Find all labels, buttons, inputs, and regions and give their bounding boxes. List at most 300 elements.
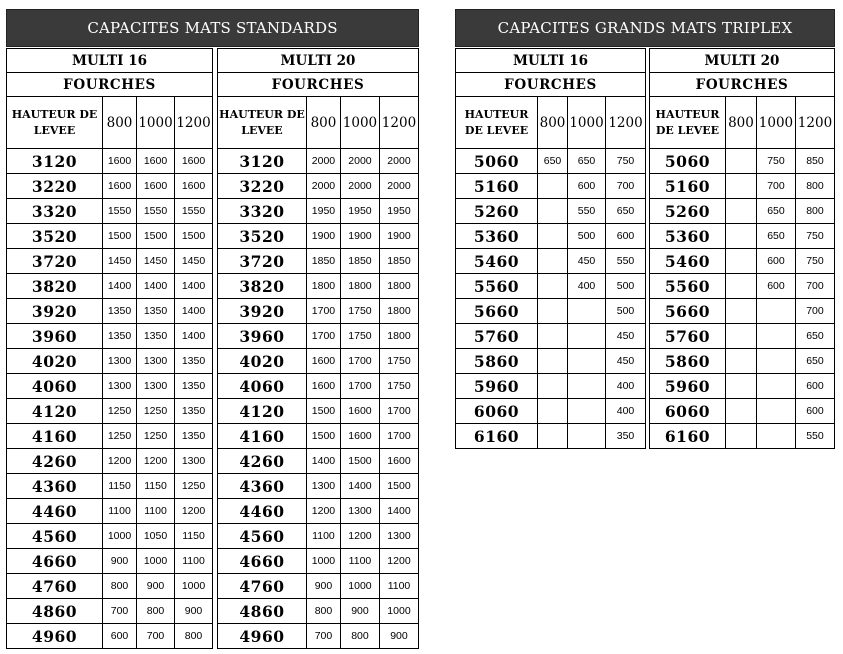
lift-height-cell: 4960	[217, 624, 306, 649]
capacity-cell	[725, 324, 756, 349]
capacity-cell: 1400	[340, 474, 379, 499]
fork-length-header: 800	[538, 97, 568, 149]
capacity-cell: 1600	[306, 374, 340, 399]
forks-label: FOURCHES	[456, 73, 646, 97]
capacity-cell: 2000	[340, 174, 379, 199]
capacity-cell: 400	[606, 399, 646, 424]
capacity-cell: 700	[103, 599, 137, 624]
model-name: MULTI 16	[7, 49, 213, 73]
capacity-cell: 1300	[379, 524, 418, 549]
capacity-cell	[725, 224, 756, 249]
capacity-cell: 1550	[175, 199, 213, 224]
model-name: MULTI 16	[456, 49, 646, 73]
table-row	[7, 549, 213, 574]
lift-height-cell: 4560	[217, 524, 306, 549]
capacity-cell: 1600	[175, 149, 213, 174]
lift-height-cell: 5660	[649, 299, 725, 324]
lift-height-header: HAUTEUR DE LEVEE	[217, 97, 306, 149]
capacity-cell: 550	[568, 199, 606, 224]
capacity-cell	[568, 324, 606, 349]
capacity-cell: 1000	[340, 574, 379, 599]
table-row	[7, 199, 213, 224]
capacity-cell	[756, 324, 795, 349]
table-row	[649, 174, 834, 199]
capacity-cell: 900	[103, 549, 137, 574]
capacity-cell: 1900	[306, 224, 340, 249]
capacity-cell: 1250	[103, 424, 137, 449]
table-row	[649, 199, 834, 224]
capacity-cell: 650	[795, 349, 834, 374]
capacity-cell: 1250	[137, 399, 175, 424]
capacity-cell	[725, 299, 756, 324]
lift-height-cell: 3920	[7, 299, 103, 324]
lift-height-cell: 5560	[649, 274, 725, 299]
table-row	[7, 224, 213, 249]
capacity-cell: 750	[756, 149, 795, 174]
capacity-cell	[725, 399, 756, 424]
table-row	[7, 149, 213, 174]
table-row	[217, 399, 418, 424]
capacity-cell: 1150	[137, 474, 175, 499]
table-row	[217, 574, 418, 599]
capacity-cell: 650	[756, 199, 795, 224]
lift-height-cell: 5860	[456, 349, 538, 374]
table-row	[7, 524, 213, 549]
capacity-cell	[538, 374, 568, 399]
capacity-cell: 1800	[379, 299, 418, 324]
capacity-cell: 1400	[306, 449, 340, 474]
capacity-cell: 1700	[379, 399, 418, 424]
capacity-cell	[568, 399, 606, 424]
capacity-cell: 1750	[379, 349, 418, 374]
table-row	[7, 249, 213, 274]
capacity-cell: 450	[568, 249, 606, 274]
capacity-cell: 1950	[340, 199, 379, 224]
capacity-cell: 1300	[137, 349, 175, 374]
lift-height-cell: 3920	[217, 299, 306, 324]
capacity-cell: 1750	[379, 374, 418, 399]
table-row	[7, 374, 213, 399]
table-row	[217, 549, 418, 574]
table-row	[217, 374, 418, 399]
table-row	[456, 324, 646, 349]
capacity-cell: 1600	[103, 149, 137, 174]
capacity-cell: 1100	[103, 499, 137, 524]
capacity-cell: 1450	[175, 249, 213, 274]
model-name: MULTI 20	[649, 49, 834, 73]
table-row	[7, 174, 213, 199]
lift-height-cell: 5960	[456, 374, 538, 399]
capacity-cell: 650	[756, 224, 795, 249]
capacity-cell	[756, 299, 795, 324]
capacity-cell: 1500	[137, 224, 175, 249]
capacity-cell	[725, 249, 756, 274]
table-row	[456, 174, 646, 199]
table-row	[7, 299, 213, 324]
lift-height-cell: 4060	[217, 374, 306, 399]
capacity-cell: 700	[137, 624, 175, 649]
lift-height-cell: 4660	[7, 549, 103, 574]
lift-height-cell: 4360	[217, 474, 306, 499]
capacity-cell: 900	[137, 574, 175, 599]
capacity-cell: 1400	[175, 324, 213, 349]
table-row	[456, 224, 646, 249]
table-row	[649, 424, 834, 449]
capacity-cell: 700	[795, 299, 834, 324]
capacity-cell: 1300	[340, 499, 379, 524]
lift-height-cell: 5160	[456, 174, 538, 199]
lift-height-cell: 3320	[217, 199, 306, 224]
capacity-cell: 1400	[379, 499, 418, 524]
lift-height-cell: 4560	[7, 524, 103, 549]
lift-height-cell: 4160	[7, 424, 103, 449]
lift-height-cell: 4460	[7, 499, 103, 524]
capacity-cell: 1600	[340, 399, 379, 424]
capacity-cell: 750	[606, 149, 646, 174]
table-row	[456, 349, 646, 374]
capacity-cell: 1550	[103, 199, 137, 224]
capacity-cell: 550	[795, 424, 834, 449]
capacity-cell: 1850	[340, 249, 379, 274]
capacity-cell: 1200	[306, 499, 340, 524]
capacity-cell: 2000	[379, 174, 418, 199]
lift-height-cell: 4260	[7, 449, 103, 474]
capacity-cell: 450	[606, 349, 646, 374]
capacity-cell: 800	[795, 199, 834, 224]
lift-height-cell: 4960	[7, 624, 103, 649]
capacity-cell: 1750	[340, 324, 379, 349]
table-row	[217, 524, 418, 549]
table-row	[649, 324, 834, 349]
capacity-cell: 1350	[137, 299, 175, 324]
capacity-cell: 1350	[137, 324, 175, 349]
capacity-cell	[725, 199, 756, 224]
capacity-cell: 750	[795, 224, 834, 249]
capacity-cell: 1600	[103, 174, 137, 199]
lift-height-header: HAUTEUR DE LEVEE	[649, 97, 725, 149]
capacity-cell: 600	[795, 399, 834, 424]
capacity-cell: 1450	[103, 249, 137, 274]
capacity-cell: 1800	[306, 274, 340, 299]
standard-masts-title: CAPACITES MATS STANDARDS	[6, 9, 419, 47]
capacity-cell: 600	[795, 374, 834, 399]
capacity-cell	[538, 324, 568, 349]
capacity-cell: 1600	[175, 174, 213, 199]
capacity-cell: 700	[795, 274, 834, 299]
table-row	[456, 399, 646, 424]
table-row	[217, 624, 418, 649]
lift-height-cell: 5060	[456, 149, 538, 174]
capacity-cell: 550	[606, 249, 646, 274]
lift-height-cell: 3520	[7, 224, 103, 249]
capacity-cell: 1450	[137, 249, 175, 274]
capacity-cell: 600	[756, 274, 795, 299]
lift-height-cell: 5160	[649, 174, 725, 199]
capacity-cell: 2000	[306, 174, 340, 199]
capacity-cell	[538, 424, 568, 449]
capacity-cell: 800	[795, 174, 834, 199]
fork-length-header: 800	[306, 97, 340, 149]
capacity-cell: 1500	[103, 224, 137, 249]
lift-height-cell: 5360	[649, 224, 725, 249]
table-row	[456, 424, 646, 449]
capacity-cell: 1250	[175, 474, 213, 499]
capacity-cell	[756, 399, 795, 424]
lift-height-cell: 5960	[649, 374, 725, 399]
fork-length-header: 800	[103, 97, 137, 149]
capacity-cell	[538, 199, 568, 224]
forks-label: FOURCHES	[649, 73, 834, 97]
fork-length-header: 1200	[795, 97, 834, 149]
capacity-cell: 650	[606, 199, 646, 224]
capacity-cell: 450	[606, 324, 646, 349]
table-row	[7, 599, 213, 624]
table-row	[7, 349, 213, 374]
capacity-cell: 1850	[379, 249, 418, 274]
lift-height-cell: 5760	[649, 324, 725, 349]
capacity-cell: 600	[103, 624, 137, 649]
lift-height-cell: 4160	[217, 424, 306, 449]
lift-height-cell: 3120	[7, 149, 103, 174]
table-row	[456, 374, 646, 399]
capacity-cell: 1900	[379, 224, 418, 249]
forks-label: FOURCHES	[217, 73, 418, 97]
capacity-cell: 1900	[340, 224, 379, 249]
table-row	[217, 424, 418, 449]
capacity-cell: 1100	[340, 549, 379, 574]
capacity-cell: 700	[306, 624, 340, 649]
capacity-cell: 1000	[103, 524, 137, 549]
capacity-cell: 1100	[379, 574, 418, 599]
capacity-cell: 800	[306, 599, 340, 624]
lift-height-cell: 3120	[217, 149, 306, 174]
capacity-cell: 650	[538, 149, 568, 174]
lift-height-cell: 3720	[217, 249, 306, 274]
capacity-cell: 1300	[103, 349, 137, 374]
capacity-cell	[538, 399, 568, 424]
capacity-cell: 1000	[306, 549, 340, 574]
lift-height-cell: 5860	[649, 349, 725, 374]
capacity-cell: 650	[795, 324, 834, 349]
triplex-masts-title: CAPACITES GRANDS MATS TRIPLEX	[455, 9, 835, 47]
lift-height-cell: 4860	[217, 599, 306, 624]
capacity-cell: 500	[568, 224, 606, 249]
table-row	[7, 474, 213, 499]
capacity-cell: 1100	[175, 549, 213, 574]
lift-height-cell: 3960	[217, 324, 306, 349]
lift-height-cell: 3960	[7, 324, 103, 349]
capacity-cell: 1350	[175, 399, 213, 424]
capacity-cell: 2000	[379, 149, 418, 174]
capacity-cell: 1750	[340, 299, 379, 324]
capacity-cell	[756, 374, 795, 399]
table-row	[649, 224, 834, 249]
capacity-cell: 1200	[340, 524, 379, 549]
multi16-triplex-table	[455, 48, 646, 449]
table-row	[217, 149, 418, 174]
capacity-cell: 1250	[103, 399, 137, 424]
capacity-cell: 1600	[137, 174, 175, 199]
capacity-cell: 1200	[103, 449, 137, 474]
capacity-cell: 1700	[306, 324, 340, 349]
capacity-cell: 1950	[379, 199, 418, 224]
capacity-cell: 1350	[175, 374, 213, 399]
capacity-cell: 800	[175, 624, 213, 649]
lift-height-cell: 3820	[7, 274, 103, 299]
capacity-cell: 1850	[306, 249, 340, 274]
capacity-cell: 1400	[137, 274, 175, 299]
lift-height-cell: 4020	[217, 349, 306, 374]
capacity-cell: 600	[756, 249, 795, 274]
capacity-cell: 1950	[306, 199, 340, 224]
capacity-cell: 1300	[103, 374, 137, 399]
capacity-cell: 1250	[137, 424, 175, 449]
fork-length-header: 1000	[340, 97, 379, 149]
capacity-cell: 1000	[175, 574, 213, 599]
capacity-cell: 850	[795, 149, 834, 174]
capacity-cell: 1000	[379, 599, 418, 624]
lift-height-cell: 4360	[7, 474, 103, 499]
capacity-cell: 2000	[306, 149, 340, 174]
capacity-cell: 1600	[306, 349, 340, 374]
capacity-cell: 1500	[306, 399, 340, 424]
lift-height-cell: 5660	[456, 299, 538, 324]
lift-height-cell: 3220	[217, 174, 306, 199]
capacity-cell	[725, 174, 756, 199]
table-row	[217, 224, 418, 249]
capacity-cell	[568, 349, 606, 374]
lift-height-cell: 4860	[7, 599, 103, 624]
capacity-cell: 1100	[306, 524, 340, 549]
lift-height-cell: 5260	[649, 199, 725, 224]
table-row	[7, 499, 213, 524]
capacity-cell: 1350	[175, 424, 213, 449]
table-row	[7, 274, 213, 299]
table-row	[217, 249, 418, 274]
capacity-cell	[568, 299, 606, 324]
capacity-cell: 600	[606, 224, 646, 249]
table-row	[7, 574, 213, 599]
table-row	[456, 274, 646, 299]
capacity-cell	[725, 374, 756, 399]
capacity-cell: 700	[606, 174, 646, 199]
multi16-standard-table	[6, 48, 213, 649]
capacity-cell: 500	[606, 274, 646, 299]
capacity-cell: 400	[606, 374, 646, 399]
capacity-cell: 1300	[137, 374, 175, 399]
capacity-cell	[725, 349, 756, 374]
capacity-cell: 1300	[306, 474, 340, 499]
table-row	[217, 449, 418, 474]
lift-height-cell: 4120	[217, 399, 306, 424]
table-row	[217, 274, 418, 299]
lift-height-header: HAUTEUR DE LEVEE	[456, 97, 538, 149]
capacity-cell: 700	[756, 174, 795, 199]
table-row	[217, 174, 418, 199]
capacity-cell: 1500	[306, 424, 340, 449]
multi20-triplex-table	[649, 48, 835, 449]
lift-height-cell: 4760	[217, 574, 306, 599]
capacity-cell: 1150	[175, 524, 213, 549]
capacity-cell: 800	[103, 574, 137, 599]
table-row	[7, 424, 213, 449]
capacity-cell: 500	[606, 299, 646, 324]
capacity-cell	[538, 249, 568, 274]
capacity-cell: 1350	[103, 299, 137, 324]
fork-length-header: 1000	[756, 97, 795, 149]
capacity-cell	[568, 424, 606, 449]
lift-height-cell: 5560	[456, 274, 538, 299]
lift-height-header: HAUTEUR DE LEVEE	[7, 97, 103, 149]
capacity-cell: 1700	[306, 299, 340, 324]
lift-height-cell: 3720	[7, 249, 103, 274]
multi20-standard-table	[217, 48, 419, 649]
table-row	[649, 299, 834, 324]
capacity-cell: 900	[306, 574, 340, 599]
fork-length-header: 1200	[606, 97, 646, 149]
capacity-cell	[538, 299, 568, 324]
lift-height-cell: 4660	[217, 549, 306, 574]
lift-height-cell: 6060	[649, 399, 725, 424]
capacity-cell: 1400	[175, 299, 213, 324]
capacity-cell: 1800	[379, 274, 418, 299]
table-row	[7, 399, 213, 424]
lift-height-cell: 4120	[7, 399, 103, 424]
standard-masts-section	[6, 9, 419, 649]
capacity-cell: 1000	[137, 549, 175, 574]
capacity-cell: 1600	[340, 424, 379, 449]
table-row	[649, 399, 834, 424]
forks-label: FOURCHES	[7, 73, 213, 97]
fork-length-header: 1000	[137, 97, 175, 149]
capacity-cell	[538, 274, 568, 299]
table-row	[649, 249, 834, 274]
table-row	[217, 474, 418, 499]
lift-height-cell: 5260	[456, 199, 538, 224]
capacity-cell: 800	[340, 624, 379, 649]
lift-height-cell: 4060	[7, 374, 103, 399]
capacity-cell: 900	[379, 624, 418, 649]
capacity-cell: 1550	[137, 199, 175, 224]
capacity-cell	[538, 349, 568, 374]
capacity-cell: 1100	[137, 499, 175, 524]
capacity-cell: 600	[568, 174, 606, 199]
lift-height-cell: 6160	[649, 424, 725, 449]
table-row	[649, 374, 834, 399]
lift-height-cell: 4260	[217, 449, 306, 474]
capacity-cell: 1200	[175, 499, 213, 524]
capacity-cell: 1500	[379, 474, 418, 499]
table-row	[649, 149, 834, 174]
capacity-cell	[756, 349, 795, 374]
capacity-cell	[756, 424, 795, 449]
capacity-cell: 800	[137, 599, 175, 624]
capacity-cell: 1600	[137, 149, 175, 174]
capacity-cell: 1500	[340, 449, 379, 474]
capacity-cell: 1300	[175, 449, 213, 474]
lift-height-cell: 5760	[456, 324, 538, 349]
capacity-cell: 2000	[340, 149, 379, 174]
lift-height-cell: 4460	[217, 499, 306, 524]
capacity-cell	[538, 174, 568, 199]
capacity-cell	[725, 149, 756, 174]
lift-height-cell: 4020	[7, 349, 103, 374]
lift-height-cell: 6160	[456, 424, 538, 449]
lift-height-cell: 5060	[649, 149, 725, 174]
capacity-cell: 650	[568, 149, 606, 174]
capacity-cell	[725, 274, 756, 299]
capacity-cell: 1400	[103, 274, 137, 299]
